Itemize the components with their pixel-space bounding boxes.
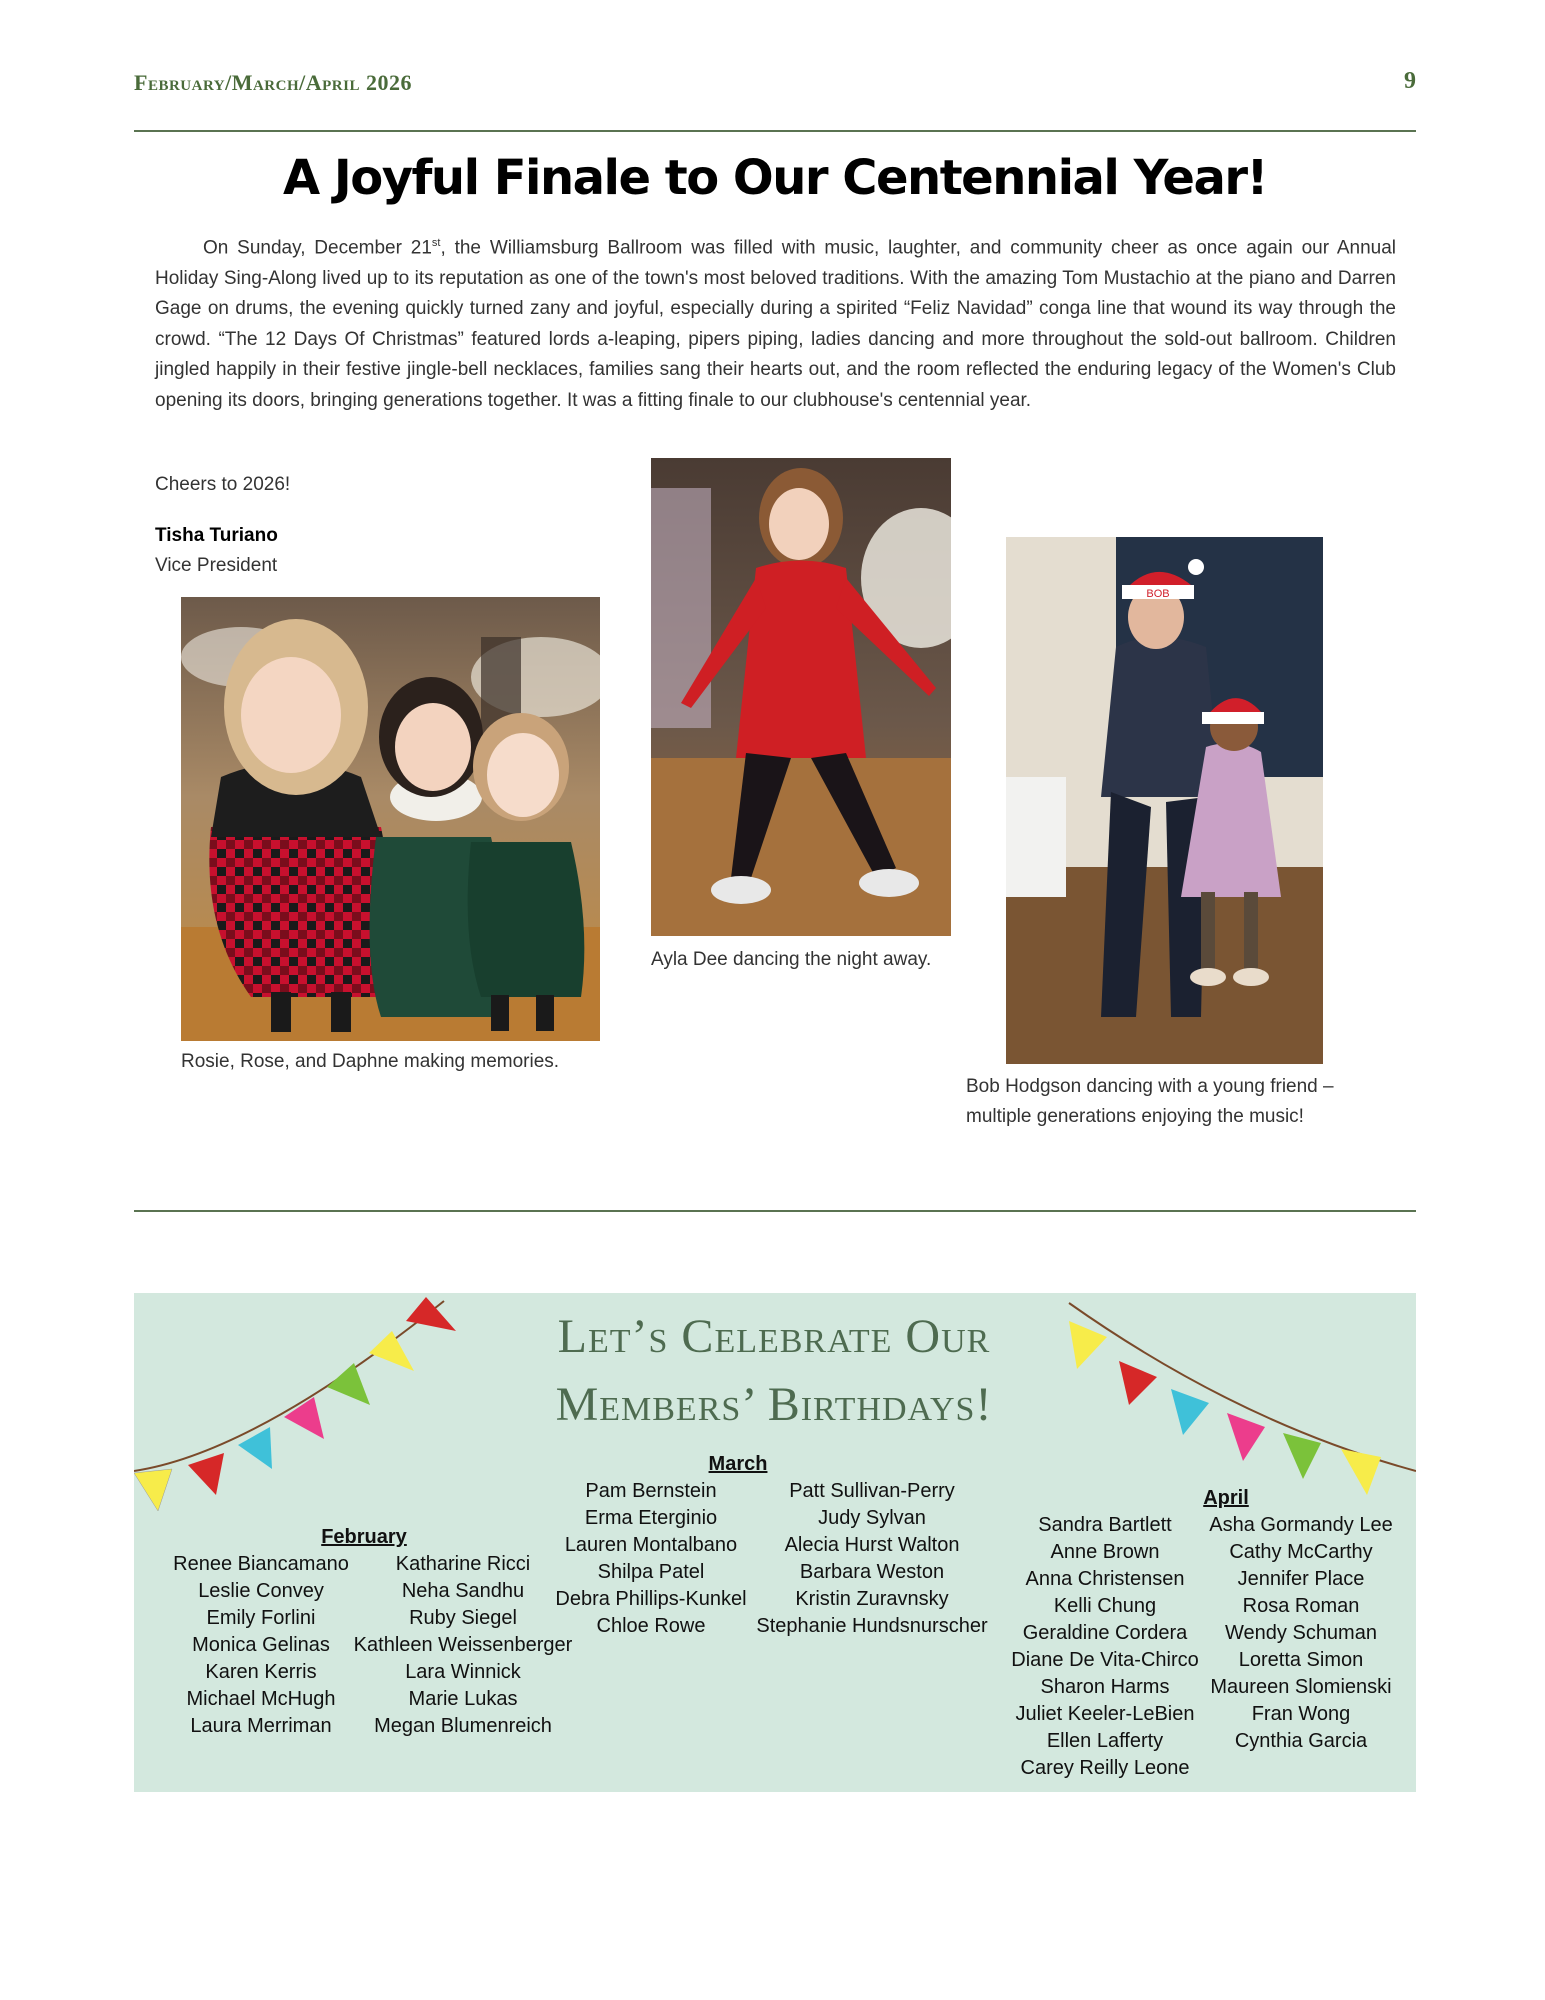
birthday-name: Loretta Simon xyxy=(1238,1649,1364,1671)
birthday-name: Monica Gelinas xyxy=(192,1634,330,1656)
birthday-name: Emily Forlini xyxy=(206,1607,316,1629)
birthday-name: Barbara Weston xyxy=(799,1561,945,1583)
birthday-name: Megan Blumenreich xyxy=(374,1715,552,1737)
birthday-name: Kelli Chung xyxy=(1053,1595,1157,1617)
hat-text: BOB xyxy=(1146,588,1170,600)
march-column-2 xyxy=(752,1478,992,1640)
march-heading: March xyxy=(708,1453,768,1475)
article-body: On Sunday, December 21st, the Williamsburg Ballroom was filled with music, laughter, and community cheer as once again our Annual Holiday Sing-Along lived up to its reputation as one of the town's most beloved traditions. With the amazing Tom Mustachio at the piano and Darren Gage on drums, the evening quickly turned zany and joyful, especially during a spirited “Feliz Navidad” conga line that wound its way through the crowd. “The 12 Days Of Christmas” featured lords a-leaping, pipers piping, ladies dancing and more throughout the sold-out ballroom. Children jingled happily in their festive jingle-bell necklaces, families sang their hearts out, and the room reflected the enduring legacy of the Women's Club opening its doors, bringing generations together. It was a fitting finale to our clubhouse's centennial year. xyxy=(155,237,1396,411)
photo-ayla xyxy=(651,458,951,936)
birthday-name: Sharon Harms xyxy=(1040,1676,1170,1698)
april-heading: April xyxy=(1203,1487,1249,1509)
birthday-name: Maureen Slomienski xyxy=(1210,1676,1392,1698)
birthday-name: Katharine Ricci xyxy=(395,1553,531,1575)
birthday-name: Wendy Schuman xyxy=(1225,1622,1377,1644)
birthday-name: Shilpa Patel xyxy=(597,1561,705,1583)
issue-date: February/March/April 2026 xyxy=(134,70,412,95)
birthday-name: Jennifer Place xyxy=(1237,1568,1365,1590)
birthday-name: Kathleen Weissenberger xyxy=(353,1634,573,1656)
february-heading: February xyxy=(321,1526,407,1548)
birthday-name: Stephanie Hundsnurscher xyxy=(756,1615,988,1637)
birthday-name: Leslie Convey xyxy=(198,1580,324,1602)
left-bunting-decoration xyxy=(134,1293,474,1533)
author-title: Vice President xyxy=(155,555,278,576)
photo-bob xyxy=(1006,537,1323,1064)
birthday-name: Neha Sandhu xyxy=(401,1580,525,1602)
photo-toddlers xyxy=(181,597,600,1041)
birthday-name: Patt Sullivan-Perry xyxy=(789,1480,955,1502)
birthday-name: Carey Reilly Leone xyxy=(1020,1757,1190,1779)
birthday-name: Lauren Montalbano xyxy=(564,1534,738,1556)
birthday-name: Geraldine Cordera xyxy=(1022,1622,1188,1644)
photo-bob-caption: Bob Hodgson dancing with a young friend – multiple generations enjoying the music! xyxy=(966,1076,1334,1127)
birthday-name: Cynthia Garcia xyxy=(1234,1730,1368,1752)
author-name: Tisha Turiano xyxy=(155,525,278,546)
birthday-name: Chloe Rowe xyxy=(596,1615,706,1637)
birthday-name: Laura Merriman xyxy=(190,1715,332,1737)
birthday-title: Let’s Celebrate Our Members’ Birthdays! xyxy=(555,1310,993,1431)
birthday-name: Cathy McCarthy xyxy=(1229,1541,1373,1563)
birthday-name: Rosa Roman xyxy=(1242,1595,1360,1617)
birthday-banner xyxy=(134,1293,1416,1792)
header-divider xyxy=(134,130,1416,132)
birthday-name: Ruby Siegel xyxy=(409,1607,517,1629)
closing-line: Cheers to 2026! xyxy=(155,474,291,495)
birthday-name: Debra Phillips-Kunkel xyxy=(555,1588,747,1610)
march-column-1 xyxy=(546,1478,756,1640)
april-column-1 xyxy=(1000,1512,1210,1782)
birthday-name: Diane De Vita-Chirco xyxy=(1011,1649,1199,1671)
birthday-name: Renee Biancamano xyxy=(173,1553,349,1575)
section-divider xyxy=(134,1210,1416,1212)
birthday-name: Fran Wong xyxy=(1251,1703,1351,1725)
birthday-name: Kristin Zuravnsky xyxy=(795,1588,949,1610)
birthday-name: Pam Bernstein xyxy=(585,1480,717,1502)
birthday-name: Erma Eterginio xyxy=(584,1507,718,1529)
birthday-name: Alecia Hurst Walton xyxy=(784,1534,960,1556)
birthday-name: Ellen Lafferty xyxy=(1046,1730,1164,1752)
birthday-name: Marie Lukas xyxy=(408,1688,518,1710)
page-number: 9 xyxy=(1404,68,1416,94)
article-title: A Joyful Finale to Our Centennial Year! xyxy=(283,150,1267,206)
birthday-name: Judy Sylvan xyxy=(818,1507,926,1529)
birthday-name: Sandra Bartlett xyxy=(1038,1514,1172,1536)
february-column-2 xyxy=(348,1551,578,1740)
author-block xyxy=(155,521,278,581)
birthday-name: Anne Brown xyxy=(1050,1541,1160,1563)
photo-ayla-caption: Ayla Dee dancing the night away. xyxy=(651,949,932,970)
april-column-2 xyxy=(1198,1512,1404,1755)
february-column-1 xyxy=(160,1551,362,1740)
birthday-name: Asha Gormandy Lee xyxy=(1209,1514,1393,1536)
photo-toddlers-caption: Rosie, Rose, and Daphne making memories. xyxy=(181,1051,560,1072)
birthday-name: Lara Winnick xyxy=(405,1661,521,1683)
birthday-name: Karen Kerris xyxy=(205,1661,317,1683)
birthday-name: Juliet Keeler-LeBien xyxy=(1015,1703,1195,1725)
birthday-name: Michael McHugh xyxy=(186,1688,336,1710)
birthday-name: Anna Christensen xyxy=(1025,1568,1185,1590)
